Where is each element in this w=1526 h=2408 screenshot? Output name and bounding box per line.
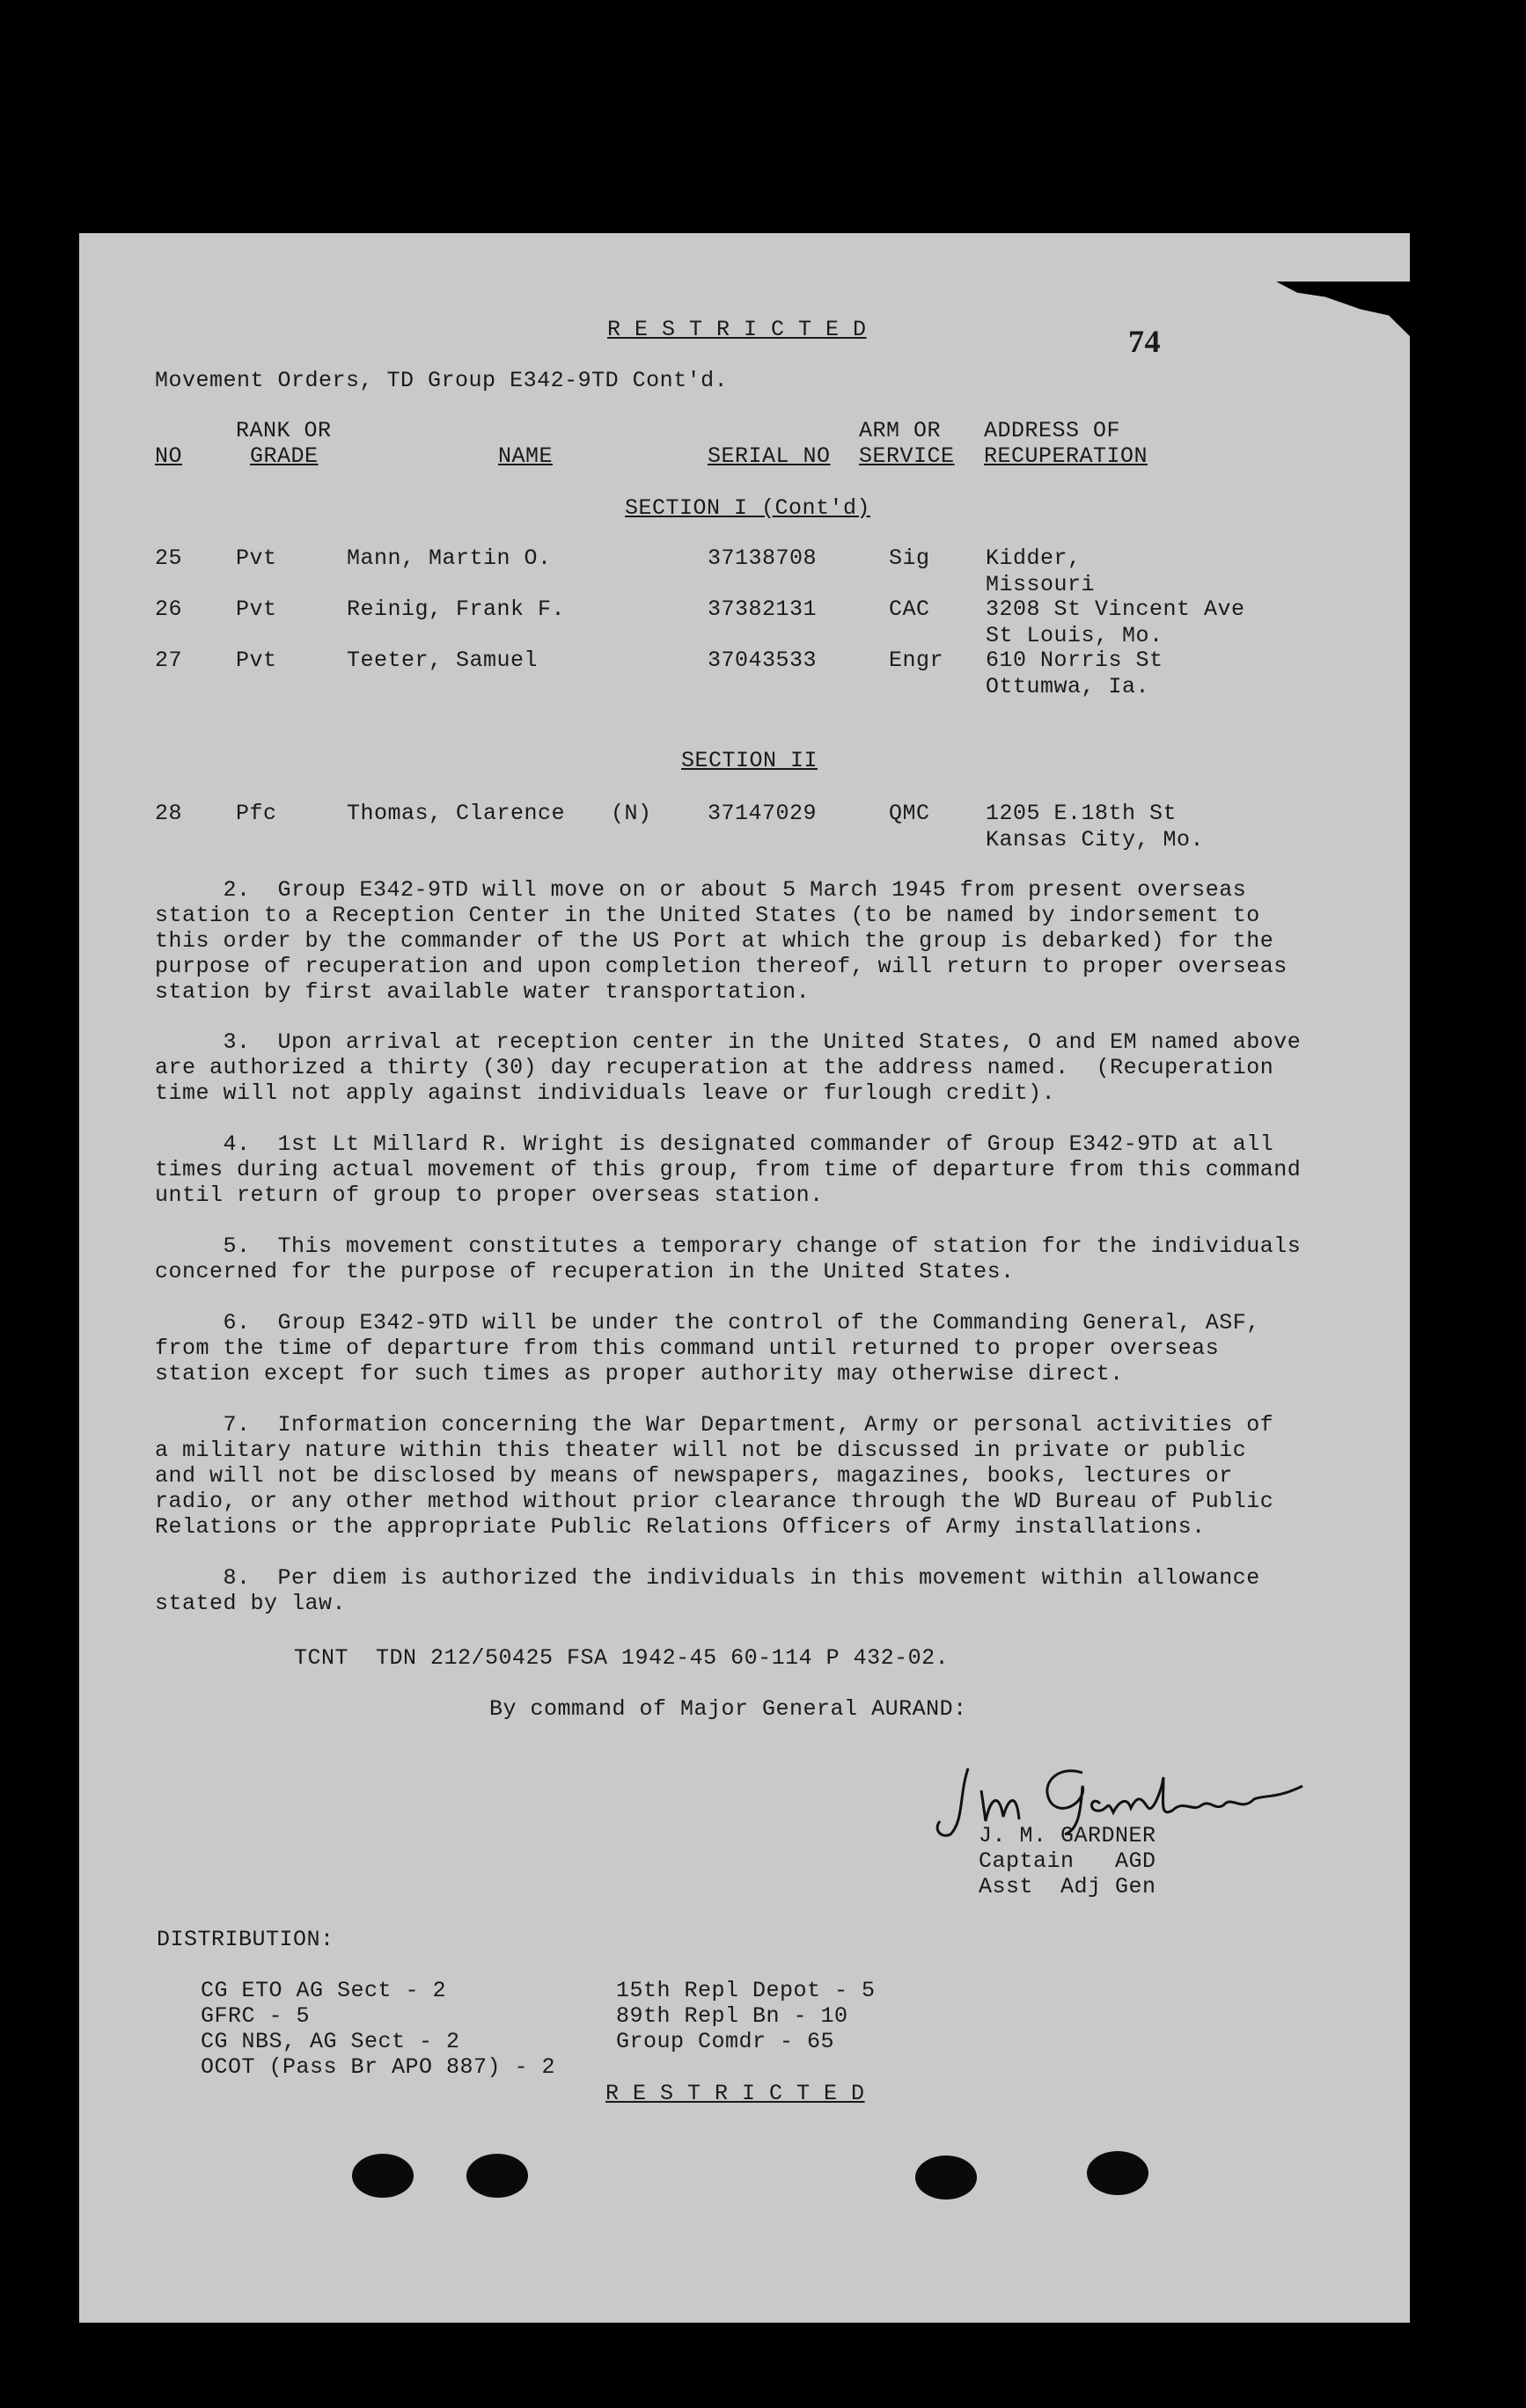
col-no: NO [155, 443, 183, 469]
row-no: 26 [155, 597, 183, 622]
paragraph-line: concerned for the purpose of recuperation in the United States. [155, 1259, 1015, 1285]
distribution-item: 15th Repl Depot - 5 [616, 1978, 876, 2003]
row-grade: Pvt [236, 597, 277, 622]
paragraph-line: are authorized a thirty (30) day recuperation at the address named. (Recuperation [155, 1055, 1274, 1080]
row-serial: 37382131 [708, 597, 818, 622]
paragraph-line: 5. This movement constitutes a temporary change of station for the individuals [155, 1233, 1302, 1259]
col-name: NAME [498, 443, 554, 469]
document-title: Movement Orders, TD Group E342-9TD Cont'd. [155, 368, 729, 393]
row-serial: 37147029 [708, 801, 818, 826]
row-no: 28 [155, 801, 183, 826]
col-serial: SERIAL NO [708, 443, 831, 469]
paragraph-line: 6. Group E342-9TD will be under the control of the Commanding General, ASF, [155, 1310, 1260, 1336]
signer-rank: Captain AGD [979, 1848, 1156, 1874]
row-serial: 37138708 [708, 545, 818, 571]
row-address-2: Ottumwa, Ia. [986, 674, 1150, 699]
row-address-2: Missouri [986, 572, 1096, 597]
paragraph-line: 8. Per diem is authorized the individuals in this movement within allowance [155, 1565, 1260, 1591]
classification-header: R E S T R I C T E D [607, 317, 867, 342]
row-arm: Engr [889, 648, 944, 673]
row-no: 27 [155, 648, 183, 673]
fund-citation: TCNT TDN 212/50425 FSA 1942-45 60-114 P 432-02. [294, 1645, 950, 1671]
punch-hole [466, 2154, 528, 2198]
paragraph-line: and will not be disclosed by means of newspapers, magazines, books, lectures or [155, 1463, 1233, 1489]
paragraph-line: 3. Upon arrival at reception center in the United States, O and EM named above [155, 1029, 1302, 1055]
col-arm-top: ARM OR [859, 418, 942, 443]
col-address-top: ADDRESS OF [984, 418, 1121, 443]
row-name: Thomas, Clarence [347, 801, 566, 826]
col-address-bottom: RECUPERATION [984, 443, 1148, 469]
punch-hole [915, 2155, 977, 2199]
by-command-line: By command of Major General AURAND: [489, 1696, 967, 1722]
row-address-1: 3208 St Vincent Ave [986, 597, 1245, 622]
paragraph-line: 7. Information concerning the War Department, Army or personal activities of [155, 1412, 1274, 1438]
paragraph-line: station to a Reception Center in the United States (to be named by indorsement to [155, 903, 1260, 928]
col-rank-bottom: GRADE [250, 443, 319, 469]
distribution-item: Group Comdr - 65 [616, 2029, 835, 2054]
distribution-label: DISTRIBUTION: [157, 1927, 334, 1952]
row-middle-initial: (N) [611, 801, 652, 826]
row-grade: Pvt [236, 545, 277, 571]
distribution-item: OCOT (Pass Br APO 887) - 2 [201, 2054, 556, 2080]
signer-title: Asst Adj Gen [979, 1874, 1156, 1899]
col-rank-top: RANK OR [236, 418, 332, 443]
paragraph-line: purpose of recuperation and upon completion thereof, will return to proper overseas [155, 954, 1288, 979]
distribution-item: CG NBS, AG Sect - 2 [201, 2029, 460, 2054]
paragraph-line: station by first available water transportation. [155, 979, 811, 1005]
row-name: Reinig, Frank F. [347, 597, 566, 622]
distribution-item: CG ETO AG Sect - 2 [201, 1978, 447, 2003]
row-serial: 37043533 [708, 648, 818, 673]
row-address-1: 610 Norris St [986, 648, 1163, 673]
paragraph-line: until return of group to proper overseas station. [155, 1182, 824, 1208]
row-arm: CAC [889, 597, 930, 622]
punch-hole [1087, 2151, 1148, 2195]
punch-hole [352, 2154, 414, 2198]
row-name: Teeter, Samuel [347, 648, 539, 673]
classification-footer: R E S T R I C T E D [605, 2081, 865, 2106]
row-address-2: Kansas City, Mo. [986, 827, 1205, 853]
paragraph-line: a military nature within this theater will not be discussed in private or public [155, 1438, 1247, 1463]
paragraph-line: from the time of departure from this command until returned to proper overseas [155, 1336, 1220, 1361]
signer-name: J. M. GARDNER [979, 1823, 1156, 1848]
row-address-1: 1205 E.18th St [986, 801, 1178, 826]
distribution-item: GFRC - 5 [201, 2003, 311, 2029]
paragraph-line: this order by the commander of the US Port at which the group is debarked) for the [155, 928, 1274, 954]
row-address-1: Kidder, [986, 545, 1082, 571]
section-2-heading: SECTION II [681, 748, 818, 773]
row-grade: Pvt [236, 648, 277, 673]
page-number: 74 [1128, 324, 1161, 359]
paragraph-line: Relations or the appropriate Public Relations Officers of Army installations. [155, 1514, 1206, 1540]
paragraph-line: radio, or any other method without prior clearance through the WD Bureau of Public [155, 1489, 1274, 1514]
paragraph-line: times during actual movement of this group, from time of departure from this command [155, 1157, 1302, 1182]
paragraph-line: 4. 1st Lt Millard R. Wright is designated commander of Group E342-9TD at all [155, 1131, 1274, 1157]
paragraph-line: time will not apply against individuals leave or furlough credit). [155, 1080, 1056, 1106]
paragraph-line: stated by law. [155, 1591, 347, 1616]
col-arm-bottom: SERVICE [859, 443, 955, 469]
row-arm: QMC [889, 801, 930, 826]
row-name: Mann, Martin O. [347, 545, 552, 571]
row-no: 25 [155, 545, 183, 571]
section-1-heading: SECTION I (Cont'd) [625, 495, 871, 521]
distribution-item: 89th Repl Bn - 10 [616, 2003, 848, 2029]
row-address-2: St Louis, Mo. [986, 623, 1163, 648]
paragraph-line: station except for such times as proper authority may otherwise direct. [155, 1361, 1124, 1387]
row-arm: Sig [889, 545, 930, 571]
row-grade: Pfc [236, 801, 277, 826]
paragraph-line: 2. Group E342-9TD will move on or about 5 March 1945 from present overseas [155, 877, 1247, 903]
